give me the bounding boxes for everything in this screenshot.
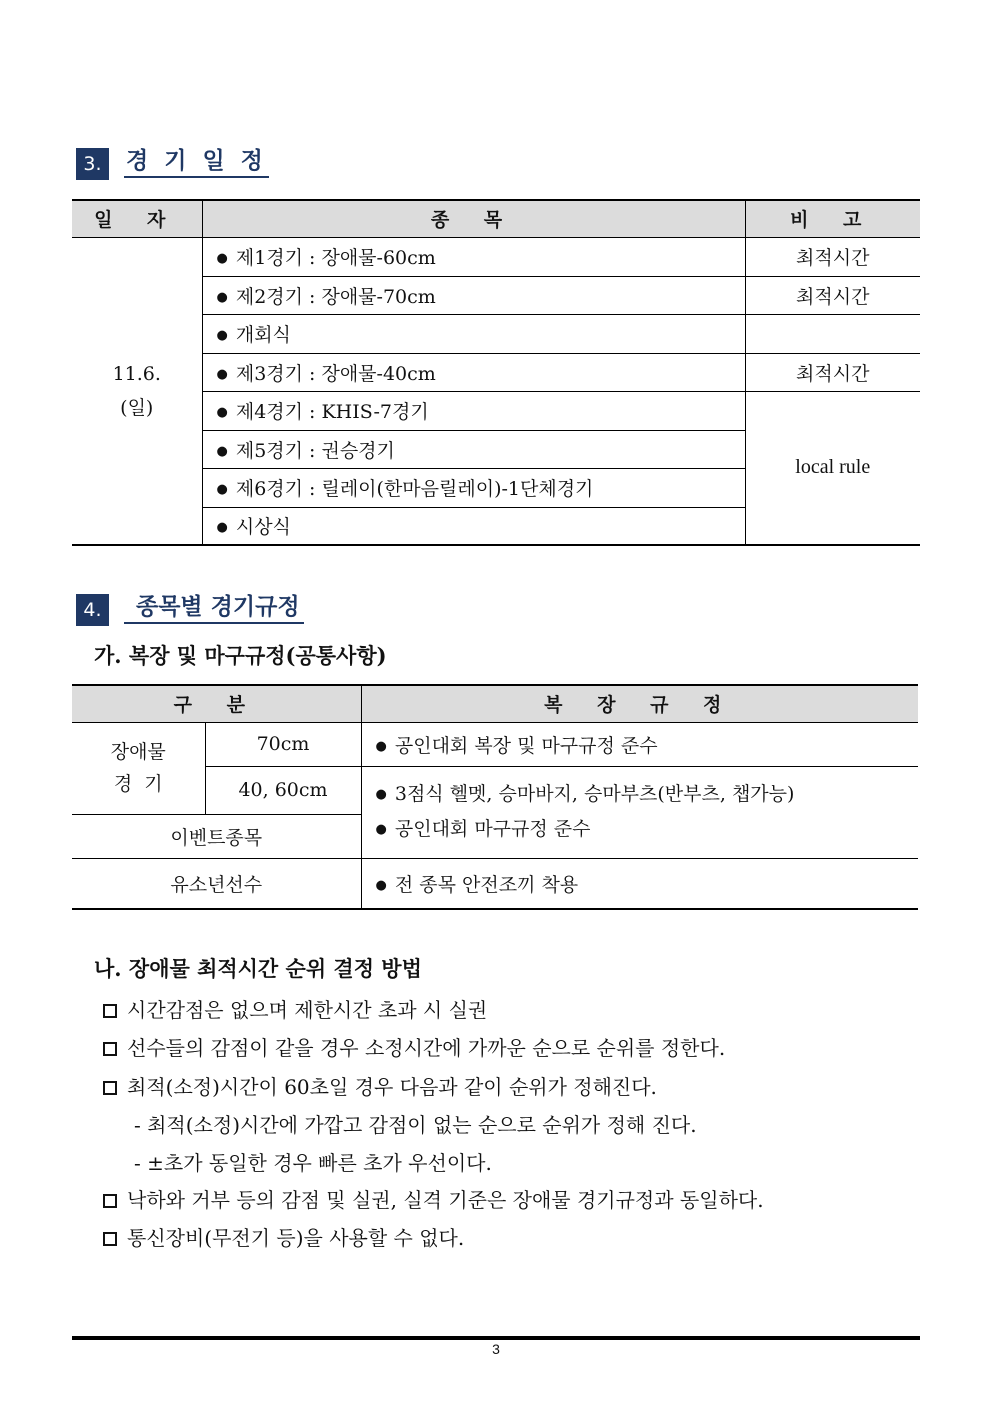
attire-table (72, 684, 918, 910)
schedule-table (72, 199, 920, 546)
rule-70: ● 공인대회 복장 및 마구규정 준수 (361, 722, 918, 766)
section-4-title: 종목별 경기규정 (124, 592, 304, 624)
note-row-1: 최적시간 (745, 237, 920, 276)
obstacle-category: 장애물 경 기 (72, 722, 205, 814)
note-row-3 (745, 314, 920, 353)
header-event: 종 목 (202, 200, 745, 237)
rule-subitem-2: - ±초가 동일한 경우 빠른 초가 우선이다. (134, 1151, 492, 1175)
bullet-icon: ● (375, 822, 387, 837)
note-row-2: 최적시간 (745, 276, 920, 314)
event-row-4: ● 제3경기 : 장애물-40cm (202, 353, 745, 391)
event-row-5: ● 제4경기 : KHIS-7경기 (202, 391, 745, 430)
rule-item-5: 통신장비(무전기 등)을 사용할 수 없다. (103, 1222, 464, 1251)
event-row-7: ● 제6경기 : 릴레이(한마음릴레이)-1단체경기 (202, 468, 745, 507)
event-row-3: ● 개회식 (202, 314, 745, 353)
header-note: 비 고 (745, 200, 920, 237)
note-local-rule: local rule (745, 391, 920, 545)
event-category: 이벤트종목 (72, 814, 361, 858)
checkbox-icon (103, 1004, 117, 1018)
event-row-2: ● 제2경기 : 장애물-70cm (202, 276, 745, 314)
bullet-icon: ● (216, 289, 228, 305)
bullet-icon: ● (216, 251, 228, 266)
checkbox-icon (103, 1232, 117, 1246)
rule-item-1: 시간감점은 없으며 제한시간 초과 시 실권 (103, 994, 487, 1023)
rule-item-2: 선수들의 감점이 같을 경우 소정시간에 가까운 순으로 순위를 정한다. (103, 1032, 725, 1061)
subheading-b: 나. 장애물 최적시간 순위 결정 방법 (94, 956, 422, 981)
checkbox-icon (103, 1194, 117, 1208)
footer-rule (72, 1336, 920, 1340)
event-row-6: ● 제5경기 : 권승경기 (202, 430, 745, 468)
subheading-a: 가. 복장 및 마구규정(공통사항) (94, 643, 387, 668)
section-4-number: 4. (76, 594, 109, 626)
rule-youth: ● 전 종목 안전조끼 착용 (361, 858, 918, 909)
bullet-icon: ● (216, 520, 228, 536)
bullet-icon: ● (216, 482, 228, 497)
page-number: 3 (492, 1341, 500, 1357)
note-row-4: 최적시간 (745, 353, 920, 391)
header-date: 일 자 (72, 200, 202, 237)
youth-category: 유소년선수 (72, 858, 361, 909)
checkbox-icon (103, 1042, 117, 1056)
date-text: 11.6. (112, 362, 161, 385)
bullet-icon: ● (375, 877, 387, 893)
day-text: (일) (120, 396, 154, 419)
bullet-icon: ● (216, 328, 228, 343)
checkbox-icon (103, 1081, 117, 1095)
bullet-icon: ● (216, 443, 228, 459)
bullet-icon: ● (375, 738, 387, 754)
header-rule: 복 장 규 정 (361, 685, 918, 722)
rule-item-3: 최적(소정)시간이 60초일 경우 다음과 같이 순위가 정해진다. (103, 1071, 657, 1100)
bullet-icon: ● (216, 405, 228, 420)
event-row-1: ● 제1경기 : 장애물-60cm (202, 237, 745, 276)
date-cell (72, 237, 202, 545)
rule-40-60: ● 3점식 헬멧, 승마바지, 승마부츠(반부츠, 챕가능) ● 공인대회 마구규정 준수 (361, 766, 918, 858)
event-row-8: ● 시상식 (202, 507, 745, 545)
section-3-title: 경 기 일 정 (124, 146, 269, 178)
height-70: 70cm (205, 722, 361, 766)
height-40-60: 40, 60cm (205, 766, 361, 814)
bullet-icon: ● (375, 787, 387, 802)
bullet-icon: ● (216, 366, 228, 382)
section-3-number: 3. (76, 148, 109, 180)
header-category: 구 분 (72, 685, 361, 722)
rule-item-4: 낙하와 거부 등의 감점 및 실권, 실격 기준은 장애물 경기규정과 동일하다. (103, 1184, 764, 1213)
rule-subitem-1: - 최적(소정)시간에 가깝고 감점이 없는 순으로 순위가 정해 진다. (134, 1113, 697, 1137)
